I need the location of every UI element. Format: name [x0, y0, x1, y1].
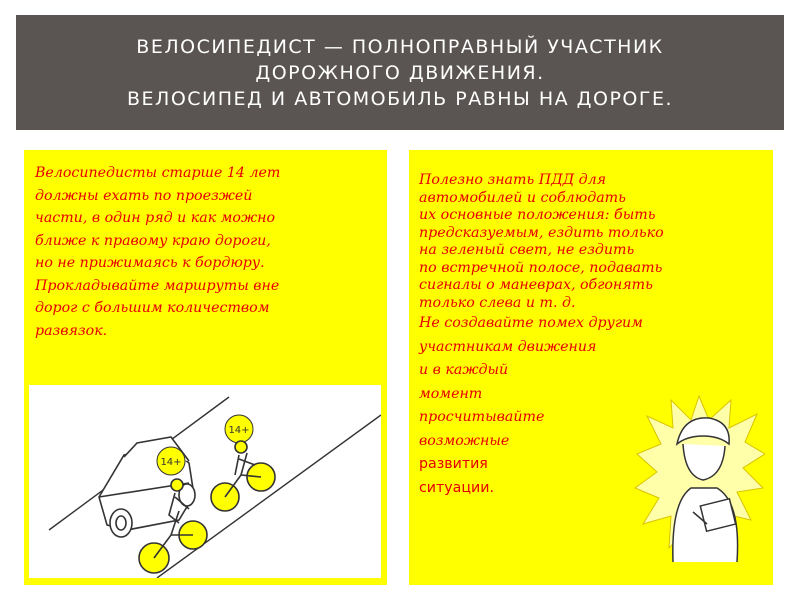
left-panel-text: [35, 162, 280, 342]
left-text-line: должны ехать по проезжей: [35, 187, 253, 204]
svg-text:14+: 14+: [228, 425, 250, 436]
title-line-1: ВЕЛОСИПЕДИСТ — ПОЛНОПРАВНЫЙ УЧАСТНИК: [136, 35, 664, 58]
thinking-cyclist-illustration: [633, 392, 765, 573]
left-text-line: ближе к правому краю дороги,: [35, 232, 271, 249]
age-badge-icon: [157, 447, 185, 475]
title-line-3: ВЕЛОСИПЕД И АВТОМОБИЛЬ РАВНЫ НА ДОРОГЕ.: [127, 87, 673, 110]
right-text-line: их основные положения: быть: [419, 207, 656, 223]
right-panel-text: [419, 172, 664, 500]
right-text-line: ситуации.: [419, 479, 494, 496]
right-text-line: по встречной полосе, подавать: [419, 259, 663, 276]
svg-text:14+: 14+: [160, 457, 182, 468]
right-text-line: возможные: [419, 432, 510, 449]
title-line-2: ДОРОЖНОГО ДВИЖЕНИЯ.: [255, 61, 545, 84]
right-text-line: развития: [419, 456, 488, 472]
age-badge-icon: [225, 415, 253, 443]
left-text-line: части, в один ряд и как можно: [35, 210, 275, 226]
right-text-line: предсказуемым, ездить только: [419, 224, 664, 241]
left-text-line: Прокладывайте маршруты вне: [35, 277, 280, 294]
right-text-line: просчитывайте: [419, 409, 545, 425]
right-text-line: участникам движения: [419, 338, 597, 355]
right-text-line: только слева и т. д.: [419, 294, 576, 311]
right-text-line: Полезно знать ПДД для: [419, 172, 607, 188]
right-text-line: автомобилей и соблюдать: [419, 189, 626, 206]
left-text-line: развязок.: [35, 322, 108, 339]
right-text-line: Не создавайте помех другим: [419, 315, 643, 331]
cyclists-road-illustration: [29, 385, 381, 578]
cyclist-rear-icon: [211, 441, 275, 511]
left-text-line: Велосипедисты старше 14 лет: [35, 165, 281, 181]
left-text-line: но не прижимаясь к бордюру.: [35, 255, 265, 271]
left-text-line: дорог с большим количеством: [35, 300, 270, 316]
right-text-line: и в каждый: [419, 362, 509, 378]
title-banner: [16, 15, 784, 130]
right-text-line: момент: [419, 385, 483, 402]
right-text-line: сигналы о маневрах, обгонять: [419, 277, 653, 293]
right-text-line: на зеленый свет, не ездить: [419, 242, 635, 258]
